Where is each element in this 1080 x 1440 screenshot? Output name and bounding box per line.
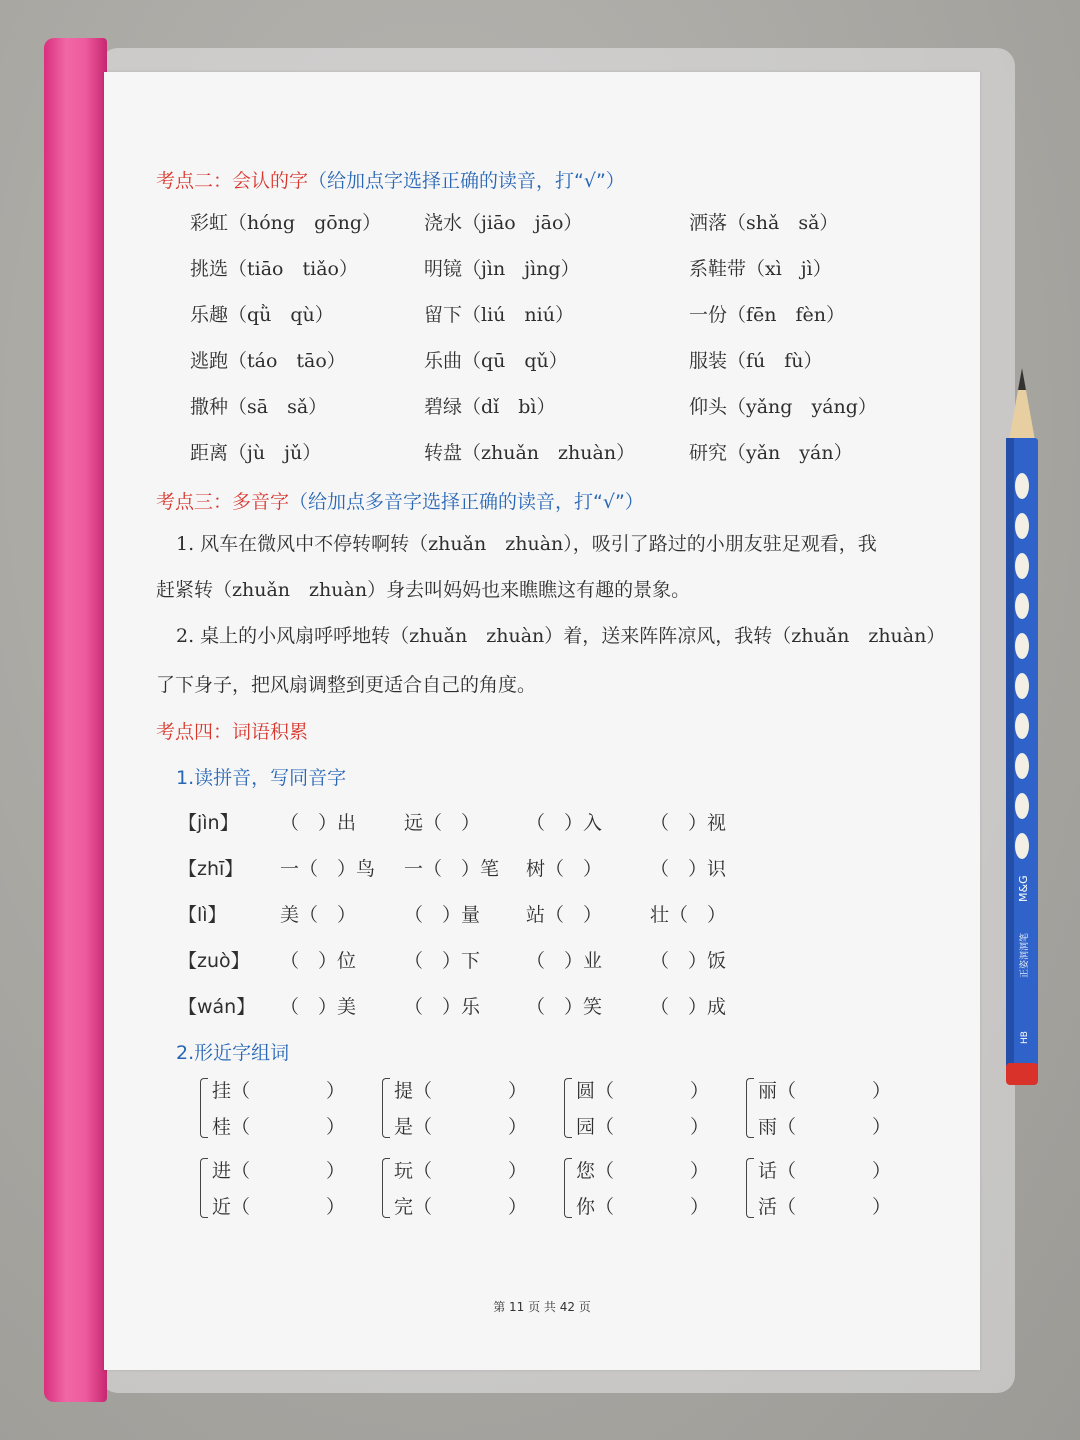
answer-blank: （ ） — [231, 1160, 346, 1182]
answer-blank: （ ） — [777, 1196, 892, 1218]
fill-blank-item: 站（ ） — [526, 904, 603, 926]
pinyin-label: 【zuò】 — [178, 950, 250, 972]
reading-item: 系鞋带（xì jì） — [689, 258, 832, 280]
char-pair — [564, 1156, 724, 1226]
brace — [746, 1158, 754, 1218]
sec2-title-blue: （给加点字选择正确的读音，打“√”） — [308, 170, 625, 192]
answer-blank: （ ） — [595, 1196, 710, 1218]
answer-blank: （ ） — [777, 1160, 892, 1182]
answer-blank: （ ） — [777, 1116, 892, 1138]
reading-item: 留下（liú niú） — [424, 304, 574, 326]
fill-blank-item: 美（ ） — [280, 904, 357, 926]
fill-blank-item: 一（ ）笔 — [404, 858, 500, 880]
sec4-title: 考点四：词语积累 — [156, 721, 309, 743]
answer-blank: （ ） — [413, 1196, 528, 1218]
pair-char: 玩 — [394, 1160, 414, 1182]
reading-item: 服装（fú fù） — [689, 350, 823, 372]
pair-char: 圆 — [576, 1080, 596, 1102]
char-pair — [564, 1076, 724, 1146]
reading-item: 仰头（yǎng yáng） — [689, 396, 877, 418]
fill-blank-item: （ ）入 — [526, 812, 603, 834]
reading-item: 明镜（jìn jìng） — [424, 258, 580, 280]
reading-item: 乐趣（qǜ qù） — [190, 304, 334, 326]
fill-blank-item: （ ）成 — [650, 996, 727, 1018]
answer-blank: （ ） — [231, 1116, 346, 1138]
fill-blank-item: （ ）美 — [280, 996, 357, 1018]
pinyin-label: 【jìn】 — [178, 812, 239, 834]
fill-blank-item: （ ）乐 — [404, 996, 481, 1018]
fill-blank-item: （ ）识 — [650, 858, 727, 880]
sec3-line3: 2. 桌上的小风扇呼呼地转（zhuǎn zhuàn）着，送来阵阵凉风，我转（zhuǎn zhuàn） — [176, 625, 946, 647]
pair-char: 雨 — [758, 1116, 778, 1138]
sec3-title — [156, 487, 644, 514]
reading-item: 一份（fēn fèn） — [689, 304, 846, 326]
pink-binder-spine — [44, 38, 107, 1402]
answer-blank: （ ） — [413, 1116, 528, 1138]
brace — [564, 1078, 572, 1138]
reading-item: 碧绿（dǐ bì） — [424, 396, 556, 418]
pencil-grade: HB — [1020, 1031, 1030, 1044]
answer-blank: （ ） — [595, 1160, 710, 1182]
reading-item: 撒种（sā sǎ） — [190, 396, 328, 418]
pencil-icon — [1004, 368, 1040, 1088]
pair-char: 话 — [758, 1160, 778, 1182]
pencil-label: 正姿洞洞笔 — [1020, 932, 1030, 978]
fill-blank-item: 一（ ）鸟 — [280, 858, 376, 880]
pair-char: 挂 — [212, 1080, 232, 1102]
brace — [382, 1158, 390, 1218]
char-pair — [746, 1076, 906, 1146]
reading-item: 研究（yǎn yán） — [689, 442, 853, 464]
sec4-sub2: 2.形近字组词 — [176, 1042, 290, 1064]
reading-item: 乐曲（qū qǔ） — [424, 350, 568, 372]
char-pair — [200, 1156, 360, 1226]
worksheet-page — [104, 72, 980, 1370]
sec2-title-red: 考点二：会认的字 — [156, 170, 309, 192]
brace — [200, 1158, 208, 1218]
char-pair — [200, 1076, 360, 1146]
pinyin-label: 【zhī】 — [178, 858, 244, 880]
fill-blank-item: （ ）位 — [280, 950, 357, 972]
page-footer: 第 11 页 共 42 页 — [493, 1300, 591, 1314]
sec3-line4: 了下身子，把风扇调整到更适合自己的角度。 — [156, 674, 537, 696]
sec3-title-blue: （给加点多音字选择正确的读音，打“√”） — [289, 491, 644, 513]
char-pair — [382, 1156, 542, 1226]
pair-char: 园 — [576, 1116, 596, 1138]
sec4-sub1: 1.读拼音，写同音字 — [176, 767, 347, 789]
pair-char: 是 — [394, 1116, 414, 1138]
answer-blank: （ ） — [595, 1080, 710, 1102]
answer-blank: （ ） — [413, 1080, 528, 1102]
reading-item: 逃跑（táo tāo） — [190, 350, 346, 372]
fill-blank-item: （ ）量 — [404, 904, 481, 926]
reading-item: 浇水（jiāo jāo） — [424, 212, 583, 234]
sec3-line1: 1. 风车在微风中不停转啊转（zhuǎn zhuàn），吸引了路过的小朋友驻足观看，我 — [176, 533, 877, 555]
fill-blank-item: （ ）笑 — [526, 996, 603, 1018]
reading-item: 洒落（shǎ sǎ） — [689, 212, 839, 234]
sec3-title-red: 考点三：多音字 — [156, 491, 290, 513]
reading-item: 距离（jù jǔ） — [190, 442, 322, 464]
char-pair — [382, 1076, 542, 1146]
fill-blank-item: 远（ ） — [404, 812, 481, 834]
reading-item: 挑选（tiāo tiǎo） — [190, 258, 358, 280]
answer-blank: （ ） — [595, 1116, 710, 1138]
fill-blank-item: （ ）业 — [526, 950, 603, 972]
brace — [746, 1078, 754, 1138]
fill-blank-item: （ ）出 — [280, 812, 357, 834]
fill-blank-item: 壮（ ） — [650, 904, 727, 926]
pinyin-label: 【lì】 — [178, 904, 227, 926]
char-pair — [746, 1156, 906, 1226]
answer-blank: （ ） — [777, 1080, 892, 1102]
reading-item: 彩虹（hóng gōng） — [190, 212, 382, 234]
fill-blank-item: （ ）饭 — [650, 950, 727, 972]
pair-char: 提 — [394, 1080, 414, 1102]
pencil-brand: M&G — [1017, 875, 1030, 902]
brace — [382, 1078, 390, 1138]
brace — [200, 1078, 208, 1138]
pinyin-label: 【wán】 — [178, 996, 256, 1018]
pair-char: 完 — [394, 1196, 414, 1218]
reading-item: 转盘（zhuǎn zhuàn） — [424, 442, 636, 464]
pair-char: 近 — [212, 1196, 232, 1218]
sec3-line2: 赶紧转（zhuǎn zhuàn）身去叫妈妈也来瞧瞧这有趣的景象。 — [156, 579, 691, 601]
answer-blank: （ ） — [231, 1080, 346, 1102]
fill-blank-item: 树（ ） — [526, 858, 603, 880]
pair-char: 丽 — [758, 1080, 778, 1102]
answer-blank: （ ） — [231, 1196, 346, 1218]
sec2-title — [156, 166, 625, 193]
pair-char: 活 — [758, 1196, 778, 1218]
answer-blank: （ ） — [413, 1160, 528, 1182]
brace — [564, 1158, 572, 1218]
pair-char: 您 — [576, 1160, 596, 1182]
pair-char: 你 — [576, 1196, 596, 1218]
fill-blank-item: （ ）下 — [404, 950, 481, 972]
pair-char: 进 — [212, 1160, 232, 1182]
pair-char: 桂 — [212, 1116, 232, 1138]
fill-blank-item: （ ）视 — [650, 812, 727, 834]
